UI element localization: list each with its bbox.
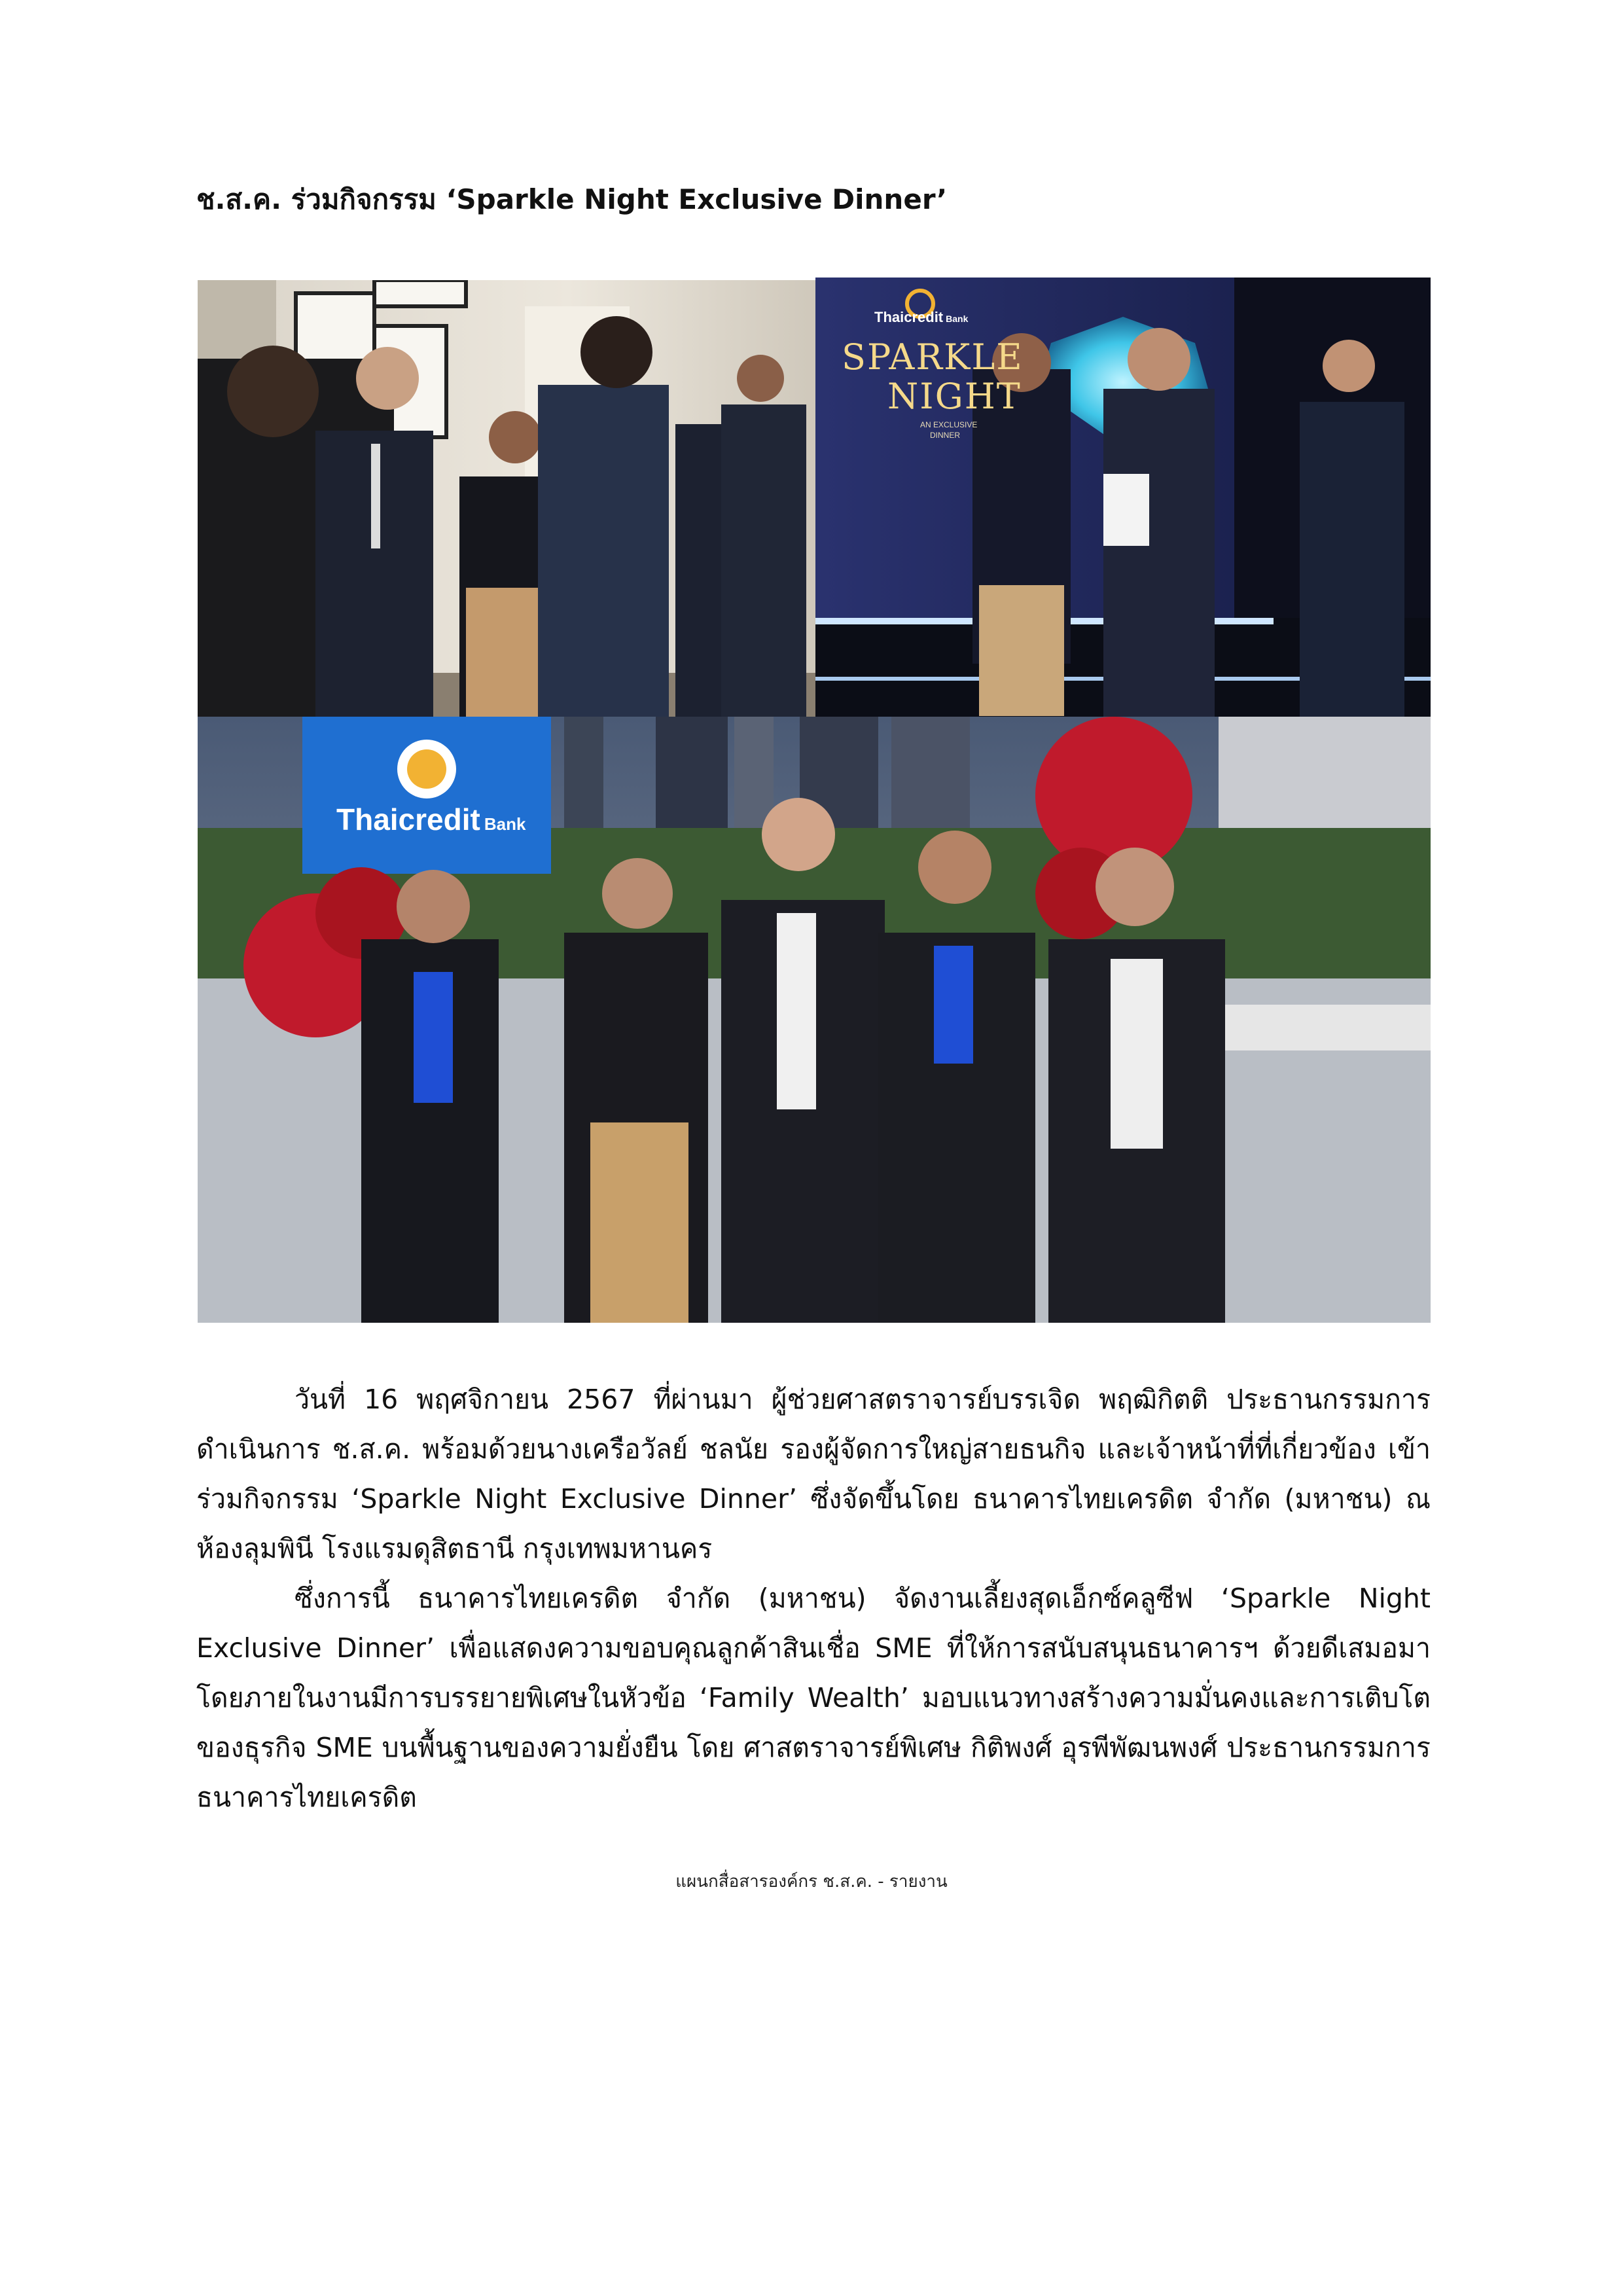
article-headline: ช.ส.ค. ร่วมกิจกรรม ‘Sparkle Night Exclusive Dinner’ [196,183,948,215]
article-body [196,1374,1431,1822]
stage-backdrop-sub-2: DINNER [930,431,961,440]
stage-backdrop-logo: Thaicredit Bank [874,309,969,325]
stage-backdrop-title-2: NIGHT [887,376,1022,417]
terrace-sign-logo: Thaicredit Bank [336,802,526,836]
article-footer: แผนกสื่อสารองค์กร ช.ส.ค. - รายงาน [675,1872,948,1892]
photo-indoor-greeting [198,280,815,717]
photo-stage-presentation [815,278,1431,717]
article-paragraph-1: วันที่ 16 พฤศจิกายน 2567 ที่ผ่านมา ผู้ช่วยศาสตราจารย์บรรเจิด พฤฒิกิตติ ประธานกรรมการดำเนินการ ช.ส.ค. พร้อมด้วยนางเครือวัลย์ ชลนัย รองผู้จัดการใหญ่สายธนกิจ และเจ้าหน้าที่ที่เกี่ยวข้อง เข้าร่วมกิจกรรม ‘Sparkle Night Exclusive Dinner’ ซึ่งจัดขึ้นโดย ธนาคารไทยเครดิต จำกัด (มหาชน) ณ ห้องลุมพินี โรงแรมดุสิตธานี กรุงเทพมหานคร [196,1384,1431,1564]
article-paragraph-2: ซึ่งการนี้ ธนาคารไทยเครดิต จำกัด (มหาชน) จัดงานเลี้ยงสุดเอ็กซ์คลูซีฟ ‘Sparkle Night Exclusive Dinner’ เพื่อแสดงความขอบคุณลูกค้าสินเชื่อ SME ที่ให้การสนับสนุนธนาคารฯ ด้วยดีเสมอมา โดยภายในงานมีการบรรยายพิเศษในหัวข้อ ‘Family Wealth’ มอบแนวทางสร้างความมั่นคงและการเติบโตของธุรกิจ SME บนพื้นฐานของความยั่งยืน โดย ศาสตราจารย์พิเศษ กิติพงศ์ อุรพีพัฒนพงศ์ ประธานกรรมการ ธนาคารไทยเครดิต [196,1583,1431,1813]
photo-terrace-group [198,717,1431,1323]
stage-backdrop-sub-1: AN EXCLUSIVE [920,420,978,429]
stage-backdrop-title-1: SPARKLE [842,336,1024,378]
